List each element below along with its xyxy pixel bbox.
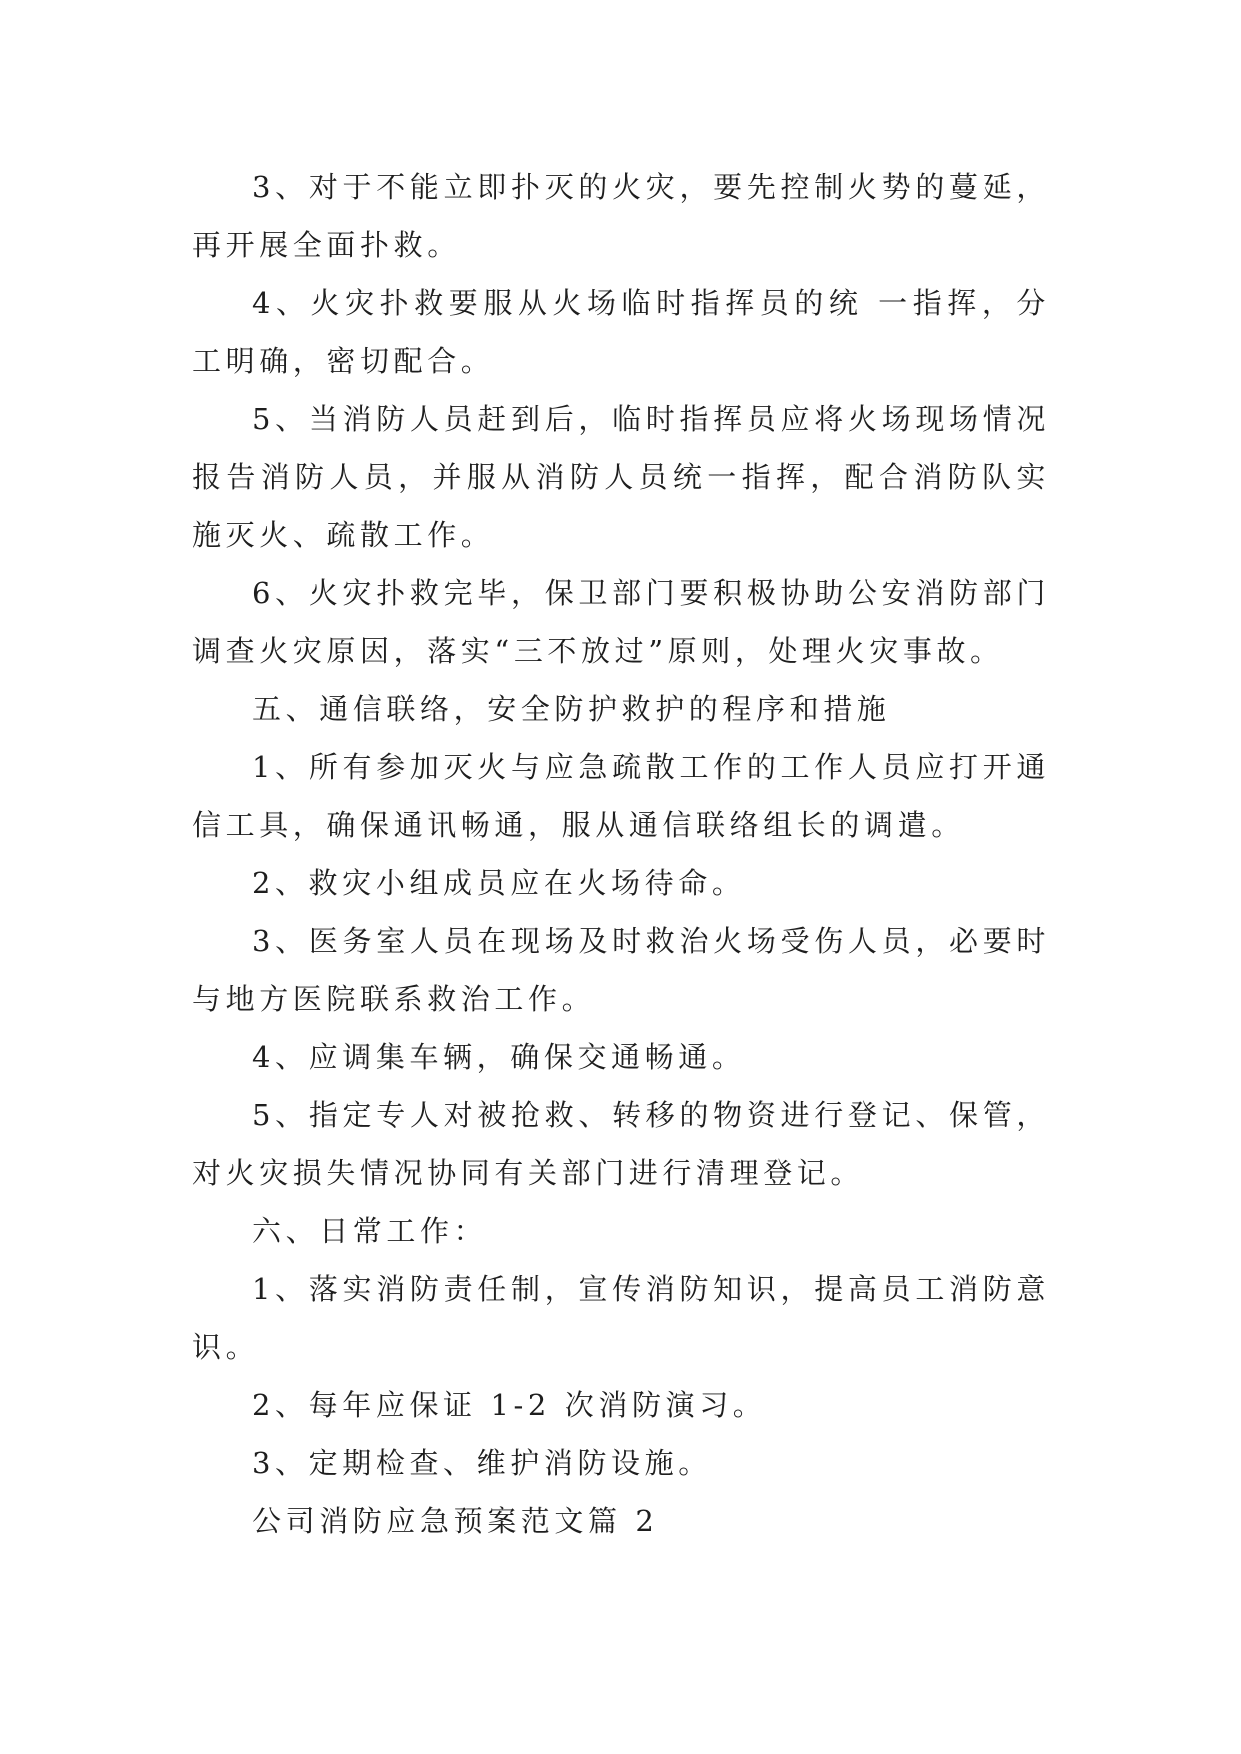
paragraph-comm-item-2: 2、救灾小组成员应在火场待命。 (252, 866, 746, 900)
paragraph-comm-item-5: 5、指定专人对被抢救、转移的物资进行登记、保管，对火灾损失情况协同有关部门进行清理登记。 (192, 1098, 1050, 1190)
paragraph-comm-item-1: 1、所有参加灭火与应急疏散工作的工作人员应打开通信工具，确保通讯畅通，服从通信联络组长的调遣。 (192, 750, 1050, 842)
paragraph-daily-item-3: 3、定期检查、维护消防设施。 (252, 1446, 712, 1480)
paragraph-item-4-unified-command: 4、火灾扑救要服从火场临时指挥员的统 一指挥，分工明确，密切配合。 (192, 286, 1050, 378)
paragraph-daily-item-1: 1、落实消防责任制，宣传消防知识，提高员工消防意识。 (192, 1272, 1050, 1364)
paragraph-item-5-firefighter-arrival: 5、当消防人员赶到后，临时指挥员应将火场现场情况报告消防人员，并服从消防人员统一指挥，配合消防队实施灭火、疏散工作。 (192, 402, 1050, 552)
paragraph-comm-item-3: 3、医务室人员在现场及时救治火场受伤人员，必要时与地方医院联系救治工作。 (192, 924, 1050, 1016)
section-heading-daily-work: 六、日常工作： (252, 1214, 488, 1248)
paragraph-daily-item-2: 2、每年应保证 1-2 次消防演习。 (252, 1388, 767, 1422)
section-heading-communication: 五、通信联络，安全防护救护的程序和措施 (252, 692, 891, 726)
paragraph-item-3-fire-control: 3、对于不能立即扑灭的火灾，要先控制火势的蔓延，再开展全面扑救。 (192, 170, 1050, 262)
paragraph-comm-item-4: 4、应调集车辆，确保交通畅通。 (252, 1040, 746, 1074)
paragraph-item-6-investigation: 6、火灾扑救完毕，保卫部门要积极协助公安消防部门调查火灾原因，落实“三不放过”原则，处理火灾事故。 (192, 576, 1050, 668)
next-article-title: 公司消防应急预案范文篇 2 (252, 1504, 659, 1538)
document-body (192, 158, 1050, 1550)
